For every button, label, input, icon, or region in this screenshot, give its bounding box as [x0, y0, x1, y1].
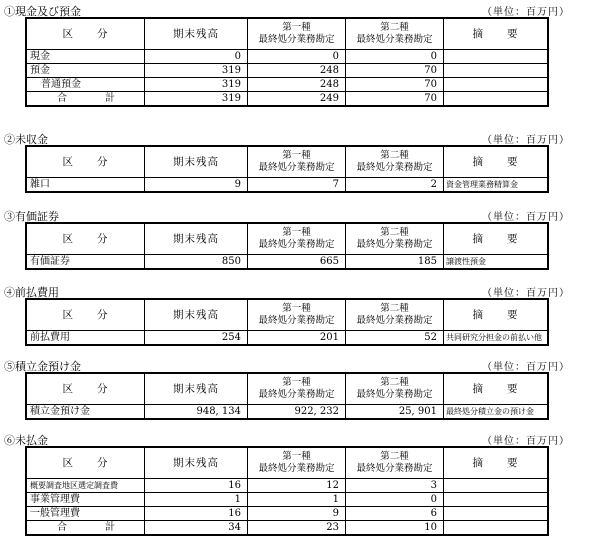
section-title: ④前払費用 — [4, 286, 59, 299]
header-type2: 第二種 最終処分業務勘定 — [346, 300, 444, 331]
row-balance: 319 — [145, 78, 248, 92]
header-division: 区 分 — [27, 448, 145, 479]
header-type1: 第一種 最終処分業務勘定 — [248, 448, 346, 479]
header-type2: 第二種 最終処分業務勘定 — [346, 448, 444, 479]
header-ending-balance: 期末残高 — [145, 300, 248, 331]
table-accounts-receivable — [26, 146, 548, 192]
row-remarks — [444, 50, 548, 64]
header-division: 区 分 — [27, 19, 145, 50]
row-name: 合 計 — [27, 92, 145, 106]
row-remarks: 共同研究分担金の前払い他 — [444, 331, 548, 345]
header-ending-balance: 期末残高 — [145, 448, 248, 479]
row-name: 現金 — [27, 50, 145, 64]
unit-label: （単位：百万円） — [482, 135, 570, 146]
row-balance: 16 — [145, 507, 248, 521]
section-title: ⑤積立金預け金 — [4, 360, 81, 373]
section-securities — [0, 207, 600, 267]
header-ending-balance: 期末残高 — [145, 147, 248, 178]
table-reserve-deposits — [26, 373, 548, 419]
table-row — [27, 479, 548, 493]
row-remarks — [444, 507, 548, 521]
row-name: 一般管理費 — [27, 507, 145, 521]
row-type1: 248 — [248, 64, 346, 78]
row-name: 事業管理費 — [27, 493, 145, 507]
row-type1: 248 — [248, 78, 346, 92]
header-remarks: 摘 要 — [444, 147, 548, 178]
header-type2: 第二種 最終処分業務勘定 — [346, 224, 444, 255]
row-type2: 10 — [346, 521, 444, 535]
row-type2: 70 — [346, 92, 444, 106]
row-name: 雑口 — [27, 178, 145, 192]
table-row — [27, 507, 548, 521]
row-name: 前払費用 — [27, 331, 145, 345]
header-division: 区 分 — [27, 300, 145, 331]
header-remarks: 摘 要 — [444, 374, 548, 405]
section-title: ③有価証券 — [4, 210, 59, 223]
header-type1: 第一種 最終処分業務勘定 — [248, 19, 346, 50]
section-title: ⑥未払金 — [4, 434, 48, 447]
header-row — [27, 300, 548, 331]
header-remarks: 摘 要 — [444, 19, 548, 50]
row-type1: 665 — [248, 255, 346, 269]
table-prepaid-expenses — [26, 299, 548, 345]
total-row — [27, 92, 548, 106]
header-division: 区 分 — [27, 374, 145, 405]
row-type2: 70 — [346, 78, 444, 92]
row-balance: 9 — [145, 178, 248, 192]
row-remarks — [444, 92, 548, 106]
header-remarks: 摘 要 — [444, 448, 548, 479]
unit-label: （単位：百万円） — [482, 288, 570, 299]
row-type2: 70 — [346, 64, 444, 78]
row-type1: 249 — [248, 92, 346, 106]
section-accounts-payable — [0, 431, 600, 533]
row-remarks: 最終処分積立金の預け金 — [444, 405, 548, 419]
unit-label: （単位：百万円） — [482, 362, 570, 373]
row-balance: 254 — [145, 331, 248, 345]
section-accounts-receivable — [0, 130, 600, 190]
row-type2: 3 — [346, 479, 444, 493]
row-name: 合 計 — [27, 521, 145, 535]
table-row — [27, 78, 548, 92]
header-ending-balance: 期末残高 — [145, 224, 248, 255]
table-row — [27, 493, 548, 507]
table-securities — [26, 223, 548, 269]
row-name: 概要調査地区選定調査費 — [27, 479, 145, 493]
row-type1: 7 — [248, 178, 346, 192]
table-row — [27, 255, 548, 269]
header-type1: 第一種 最終処分業務勘定 — [248, 147, 346, 178]
row-remarks — [444, 493, 548, 507]
table-row — [27, 178, 548, 192]
header-row — [27, 224, 548, 255]
row-type2: 52 — [346, 331, 444, 345]
row-type2: 25, 901 — [346, 405, 444, 419]
row-name: 有価証券 — [27, 255, 145, 269]
row-remarks — [444, 78, 548, 92]
header-row — [27, 374, 548, 405]
row-type1: 201 — [248, 331, 346, 345]
row-balance: 319 — [145, 92, 248, 106]
row-balance: 16 — [145, 479, 248, 493]
header-ending-balance: 期末残高 — [145, 19, 248, 50]
header-remarks: 摘 要 — [444, 224, 548, 255]
row-type2: 185 — [346, 255, 444, 269]
row-type1: 12 — [248, 479, 346, 493]
row-type1: 23 — [248, 521, 346, 535]
table-row — [27, 331, 548, 345]
row-name: 預金 — [27, 64, 145, 78]
row-remarks — [444, 521, 548, 535]
header-type2: 第二種 最終処分業務勘定 — [346, 19, 444, 50]
table-cash-deposits — [26, 18, 548, 106]
header-division: 区 分 — [27, 224, 145, 255]
header-type1: 第一種 最終処分業務勘定 — [248, 374, 346, 405]
header-type1: 第一種 最終処分業務勘定 — [248, 300, 346, 331]
row-remarks — [444, 64, 548, 78]
row-name: 積立金預け金 — [27, 405, 145, 419]
header-row — [27, 448, 548, 479]
table-accounts-payable — [26, 447, 548, 535]
row-type1: 9 — [248, 507, 346, 521]
header-type2: 第二種 最終処分業務勘定 — [346, 147, 444, 178]
table-row — [27, 405, 548, 419]
row-type1: 1 — [248, 493, 346, 507]
row-remarks — [444, 479, 548, 493]
header-remarks: 摘 要 — [444, 300, 548, 331]
unit-label: （単位：百万円） — [482, 212, 570, 223]
section-title: ②未収金 — [4, 133, 48, 146]
row-balance: 34 — [145, 521, 248, 535]
row-type2: 0 — [346, 50, 444, 64]
header-ending-balance: 期末残高 — [145, 374, 248, 405]
row-balance: 850 — [145, 255, 248, 269]
row-balance: 948, 134 — [145, 405, 248, 419]
row-remarks: 譲渡性預金 — [444, 255, 548, 269]
header-division: 区 分 — [27, 147, 145, 178]
table-row — [27, 64, 548, 78]
row-type2: 2 — [346, 178, 444, 192]
header-type1: 第一種 最終処分業務勘定 — [248, 224, 346, 255]
section-reserve-deposits — [0, 357, 600, 417]
section-prepaid-expenses — [0, 283, 600, 343]
row-balance: 1 — [145, 493, 248, 507]
header-type2: 第二種 最終処分業務勘定 — [346, 374, 444, 405]
section-title: ①現金及び預金 — [4, 5, 81, 18]
header-row — [27, 147, 548, 178]
row-type2: 6 — [346, 507, 444, 521]
row-remarks: 資金管理業務精算金 — [444, 178, 548, 192]
total-row — [27, 521, 548, 535]
row-type1: 922, 232 — [248, 405, 346, 419]
unit-label: （単位：百万円） — [482, 7, 570, 18]
section-cash-deposits — [0, 2, 600, 104]
table-row — [27, 50, 548, 64]
unit-label: （単位：百万円） — [482, 436, 570, 447]
row-balance: 319 — [145, 64, 248, 78]
header-row — [27, 19, 548, 50]
row-type2: 0 — [346, 493, 444, 507]
row-balance: 0 — [145, 50, 248, 64]
row-type1: 0 — [248, 50, 346, 64]
row-name: 普通預金 — [27, 78, 145, 92]
